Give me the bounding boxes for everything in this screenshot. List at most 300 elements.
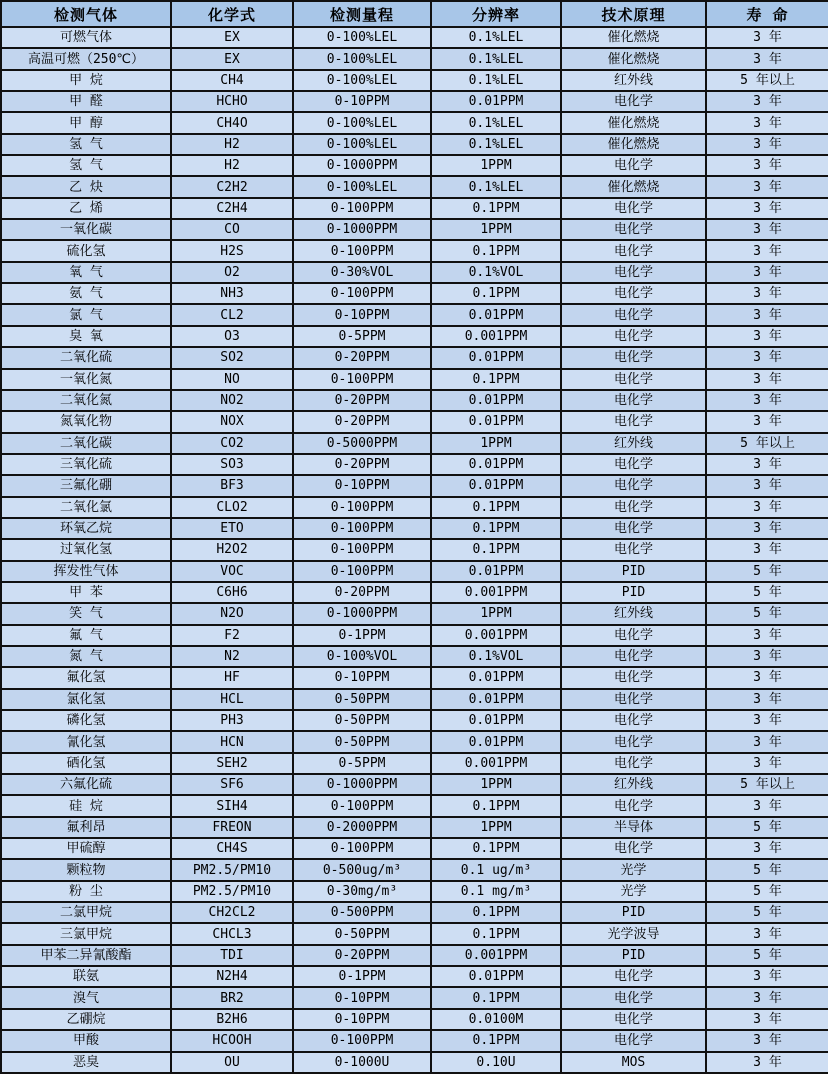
table-cell: 电化学 <box>561 390 706 411</box>
table-cell: 电化学 <box>561 304 706 325</box>
table-cell: NOX <box>171 411 293 432</box>
table-cell: 3 年 <box>706 198 828 219</box>
table-row <box>1 497 828 518</box>
table-cell: 3 年 <box>706 518 828 539</box>
table-cell: CH4 <box>171 70 293 91</box>
table-cell: 3 年 <box>706 240 828 261</box>
table-cell: PH3 <box>171 710 293 731</box>
table-cell: 0-20PPM <box>293 347 431 368</box>
table-cell: 0-100PPM <box>293 795 431 816</box>
table-cell: 甲酸 <box>1 1030 171 1051</box>
table-cell: 0.01PPM <box>431 731 561 752</box>
table-cell: 挥发性气体 <box>1 561 171 582</box>
table-cell: CLO2 <box>171 497 293 518</box>
table-row <box>1 390 828 411</box>
table-cell: 甲硫醇 <box>1 838 171 859</box>
table-row <box>1 347 828 368</box>
table-cell: 3 年 <box>706 155 828 176</box>
table-cell: 3 年 <box>706 838 828 859</box>
table-cell: PM2.5/PM10 <box>171 881 293 902</box>
table-cell: 0.01PPM <box>431 304 561 325</box>
table-cell: 二氧化氯 <box>1 497 171 518</box>
column-header-principle: 技术原理 <box>561 1 706 27</box>
table-cell: 3 年 <box>706 1030 828 1051</box>
table-cell: 光学 <box>561 859 706 880</box>
table-cell: FREON <box>171 817 293 838</box>
table-cell: CO2 <box>171 433 293 454</box>
table-cell: 1PPM <box>431 774 561 795</box>
table-row <box>1 454 828 475</box>
table-row <box>1 433 828 454</box>
table-cell: 0.01PPM <box>431 966 561 987</box>
table-cell: PID <box>561 582 706 603</box>
table-cell: CL2 <box>171 304 293 325</box>
table-cell: 0-30%VOL <box>293 262 431 283</box>
table-cell: 3 年 <box>706 176 828 197</box>
table-cell: 1PPM <box>431 433 561 454</box>
table-row <box>1 539 828 560</box>
table-row <box>1 774 828 795</box>
table-cell: 0.0100M <box>431 1009 561 1030</box>
table-cell: H2 <box>171 134 293 155</box>
table-cell: SIH4 <box>171 795 293 816</box>
table-cell: 3 年 <box>706 411 828 432</box>
table-cell: 半导体 <box>561 817 706 838</box>
table-cell: 红外线 <box>561 70 706 91</box>
table-cell: 1PPM <box>431 155 561 176</box>
table-cell: 三氯甲烷 <box>1 923 171 944</box>
table-cell: 3 年 <box>706 710 828 731</box>
table-cell: 氰化氢 <box>1 731 171 752</box>
table-cell: 0-10PPM <box>293 667 431 688</box>
table-cell: B2H6 <box>171 1009 293 1030</box>
table-cell: 0-5000PPM <box>293 433 431 454</box>
table-cell: 0-20PPM <box>293 390 431 411</box>
table-cell: 乙硼烷 <box>1 1009 171 1030</box>
table-cell: HCL <box>171 689 293 710</box>
table-cell: 3 年 <box>706 91 828 112</box>
table-cell: CH4S <box>171 838 293 859</box>
table-cell: 1PPM <box>431 817 561 838</box>
table-cell: 0.001PPM <box>431 625 561 646</box>
table-cell: PID <box>561 902 706 923</box>
table-cell: 3 年 <box>706 134 828 155</box>
table-cell: N2 <box>171 646 293 667</box>
table-cell: 甲 醇 <box>1 112 171 133</box>
table-cell: 甲 醛 <box>1 91 171 112</box>
table-cell: 甲 苯 <box>1 582 171 603</box>
table-cell: 0-1000U <box>293 1052 431 1074</box>
table-row <box>1 838 828 859</box>
table-cell: 5 年 <box>706 902 828 923</box>
table-cell: 5 年 <box>706 881 828 902</box>
table-cell: 0.1%LEL <box>431 48 561 69</box>
table-cell: HCHO <box>171 91 293 112</box>
table-cell: 0-1000PPM <box>293 774 431 795</box>
table-cell: 0.01PPM <box>431 689 561 710</box>
table-row <box>1 70 828 91</box>
table-cell: C6H6 <box>171 582 293 603</box>
table-cell: 0.1%VOL <box>431 262 561 283</box>
table-row <box>1 304 828 325</box>
table-cell: 氯 气 <box>1 304 171 325</box>
table-row <box>1 219 828 240</box>
table-cell: 3 年 <box>706 923 828 944</box>
table-cell: 0-10PPM <box>293 987 431 1008</box>
table-row <box>1 369 828 390</box>
table-cell: 电化学 <box>561 411 706 432</box>
table-cell: 5 年以上 <box>706 774 828 795</box>
table-cell: SEH2 <box>171 753 293 774</box>
table-cell: 红外线 <box>561 603 706 624</box>
table-cell: 电化学 <box>561 369 706 390</box>
table-cell: 0-2000PPM <box>293 817 431 838</box>
table-row <box>1 134 828 155</box>
table-row <box>1 1052 828 1074</box>
table-cell: 0-1000PPM <box>293 155 431 176</box>
table-cell: 0.1 mg/m³ <box>431 881 561 902</box>
table-cell: 3 年 <box>706 347 828 368</box>
table-cell: SO2 <box>171 347 293 368</box>
table-cell: 0.1PPM <box>431 902 561 923</box>
table-cell: 5 年 <box>706 561 828 582</box>
table-cell: 0-1PPM <box>293 966 431 987</box>
table-row <box>1 817 828 838</box>
table-cell: 光学 <box>561 881 706 902</box>
table-cell: 5 年 <box>706 945 828 966</box>
table-cell: 3 年 <box>706 219 828 240</box>
table-cell: 3 年 <box>706 1052 828 1074</box>
table-cell: 红外线 <box>561 774 706 795</box>
table-cell: 颗粒物 <box>1 859 171 880</box>
table-cell: 电化学 <box>561 539 706 560</box>
table-cell: 1PPM <box>431 603 561 624</box>
table-cell: 0.01PPM <box>431 561 561 582</box>
table-cell: 硫化氢 <box>1 240 171 261</box>
table-cell: 电化学 <box>561 326 706 347</box>
table-cell: 电化学 <box>561 454 706 475</box>
table-cell: 0.01PPM <box>431 475 561 496</box>
table-cell: 电化学 <box>561 155 706 176</box>
table-cell: 红外线 <box>561 433 706 454</box>
table-cell: 六氟化硫 <box>1 774 171 795</box>
table-cell: 催化燃烧 <box>561 27 706 48</box>
table-cell: 0-100PPM <box>293 283 431 304</box>
table-row <box>1 710 828 731</box>
table-row <box>1 48 828 69</box>
table-cell: 二氧化碳 <box>1 433 171 454</box>
table-cell: 电化学 <box>561 710 706 731</box>
table-cell: F2 <box>171 625 293 646</box>
table-cell: 0.1%LEL <box>431 70 561 91</box>
header-row <box>1 1 828 27</box>
table-row <box>1 881 828 902</box>
table-cell: 二氧化硫 <box>1 347 171 368</box>
table-cell: CO <box>171 219 293 240</box>
table-cell: 3 年 <box>706 646 828 667</box>
table-cell: 0.01PPM <box>431 454 561 475</box>
table-cell: 0.10U <box>431 1052 561 1074</box>
table-cell: 3 年 <box>706 667 828 688</box>
table-cell: 3 年 <box>706 966 828 987</box>
table-cell: 0-1000PPM <box>293 219 431 240</box>
table-row <box>1 155 828 176</box>
table-cell: SO3 <box>171 454 293 475</box>
table-cell: 0-100PPM <box>293 198 431 219</box>
table-cell: 0.1%LEL <box>431 27 561 48</box>
table-cell: 0.01PPM <box>431 390 561 411</box>
table-cell: 电化学 <box>561 646 706 667</box>
table-cell: VOC <box>171 561 293 582</box>
table-row <box>1 646 828 667</box>
table-cell: H2S <box>171 240 293 261</box>
table-cell: 1PPM <box>431 219 561 240</box>
table-cell: 笑 气 <box>1 603 171 624</box>
table-cell: HCOOH <box>171 1030 293 1051</box>
table-cell: 3 年 <box>706 795 828 816</box>
table-row <box>1 262 828 283</box>
table-cell: 电化学 <box>561 966 706 987</box>
table-cell: 3 年 <box>706 262 828 283</box>
column-header-resolution: 分辨率 <box>431 1 561 27</box>
table-cell: 电化学 <box>561 753 706 774</box>
table-cell: OU <box>171 1052 293 1074</box>
table-cell: 0.001PPM <box>431 582 561 603</box>
table-header <box>1 1 828 27</box>
table-cell: 0.1PPM <box>431 369 561 390</box>
table-cell: 0.001PPM <box>431 753 561 774</box>
table-row <box>1 731 828 752</box>
table-cell: 5 年以上 <box>706 70 828 91</box>
table-cell: MOS <box>561 1052 706 1074</box>
table-cell: 电化学 <box>561 667 706 688</box>
table-row <box>1 923 828 944</box>
table-cell: 环氧乙烷 <box>1 518 171 539</box>
table-row <box>1 987 828 1008</box>
table-cell: 3 年 <box>706 475 828 496</box>
table-cell: 0-10PPM <box>293 304 431 325</box>
table-cell: 0.01PPM <box>431 710 561 731</box>
table-cell: 粉 尘 <box>1 881 171 902</box>
table-cell: 0-100PPM <box>293 369 431 390</box>
table-cell: 0-100PPM <box>293 838 431 859</box>
table-cell: NO <box>171 369 293 390</box>
table-cell: N2H4 <box>171 966 293 987</box>
table-cell: 0.01PPM <box>431 411 561 432</box>
table-cell: 0-50PPM <box>293 710 431 731</box>
table-cell: CH2CL2 <box>171 902 293 923</box>
table-cell: 光学波导 <box>561 923 706 944</box>
table-cell: HCN <box>171 731 293 752</box>
table-row <box>1 240 828 261</box>
table-cell: 0-10PPM <box>293 475 431 496</box>
table-row <box>1 1009 828 1030</box>
table-cell: 5 年 <box>706 603 828 624</box>
table-cell: CH4O <box>171 112 293 133</box>
table-cell: 0.1%LEL <box>431 134 561 155</box>
table-cell: SF6 <box>171 774 293 795</box>
table-cell: 电化学 <box>561 497 706 518</box>
table-cell: 3 年 <box>706 987 828 1008</box>
table-row <box>1 667 828 688</box>
table-cell: BR2 <box>171 987 293 1008</box>
table-cell: 过氧化氢 <box>1 539 171 560</box>
table-cell: 氮 气 <box>1 646 171 667</box>
table-cell: 0-100%VOL <box>293 646 431 667</box>
table-cell: 0.1%LEL <box>431 112 561 133</box>
table-row <box>1 27 828 48</box>
table-cell: 0-100%LEL <box>293 70 431 91</box>
table-cell: O3 <box>171 326 293 347</box>
table-row <box>1 326 828 347</box>
table-cell: 可燃气体 <box>1 27 171 48</box>
table-cell: 电化学 <box>561 219 706 240</box>
table-row <box>1 859 828 880</box>
table-cell: NO2 <box>171 390 293 411</box>
column-header-formula: 化学式 <box>171 1 293 27</box>
table-cell: 甲苯二异氰酸酯 <box>1 945 171 966</box>
table-cell: 0.1PPM <box>431 539 561 560</box>
table-cell: 0.1%LEL <box>431 176 561 197</box>
table-cell: 0.1PPM <box>431 283 561 304</box>
table-cell: 0-100%LEL <box>293 48 431 69</box>
table-cell: 溴气 <box>1 987 171 1008</box>
table-cell: 联氨 <box>1 966 171 987</box>
table-cell: O2 <box>171 262 293 283</box>
table-cell: 0.1PPM <box>431 987 561 1008</box>
table-cell: 0-1000PPM <box>293 603 431 624</box>
table-row <box>1 689 828 710</box>
table-row <box>1 283 828 304</box>
table-cell: 乙 烯 <box>1 198 171 219</box>
table-cell: 硒化氢 <box>1 753 171 774</box>
table-cell: 二氧化氮 <box>1 390 171 411</box>
table-cell: 0-5PPM <box>293 753 431 774</box>
table-body <box>1 27 828 1073</box>
table-cell: 0-100PPM <box>293 1030 431 1051</box>
table-cell: PID <box>561 945 706 966</box>
table-cell: 二氯甲烷 <box>1 902 171 923</box>
table-cell: C2H2 <box>171 176 293 197</box>
column-header-gas: 检测气体 <box>1 1 171 27</box>
table-cell: 电化学 <box>561 689 706 710</box>
table-cell: 0-20PPM <box>293 454 431 475</box>
table-row <box>1 561 828 582</box>
table-cell: 3 年 <box>706 369 828 390</box>
table-cell: ETO <box>171 518 293 539</box>
table-cell: 0-10PPM <box>293 1009 431 1030</box>
table-cell: BF3 <box>171 475 293 496</box>
table-cell: 0-100PPM <box>293 518 431 539</box>
table-cell: 0.1PPM <box>431 497 561 518</box>
table-cell: 3 年 <box>706 625 828 646</box>
table-cell: 0.001PPM <box>431 945 561 966</box>
table-cell: 0-100PPM <box>293 497 431 518</box>
table-cell: 3 年 <box>706 539 828 560</box>
table-cell: 3 年 <box>706 731 828 752</box>
table-cell: PID <box>561 561 706 582</box>
table-cell: 3 年 <box>706 753 828 774</box>
table-row <box>1 945 828 966</box>
table-cell: 0-10PPM <box>293 91 431 112</box>
table-cell: TDI <box>171 945 293 966</box>
table-cell: 3 年 <box>706 497 828 518</box>
table-cell: 0-50PPM <box>293 923 431 944</box>
table-cell: 3 年 <box>706 326 828 347</box>
table-cell: 三氟化硼 <box>1 475 171 496</box>
table-cell: 5 年 <box>706 859 828 880</box>
table-cell: 催化燃烧 <box>561 176 706 197</box>
table-cell: 催化燃烧 <box>561 134 706 155</box>
table-cell: 电化学 <box>561 838 706 859</box>
table-cell: NH3 <box>171 283 293 304</box>
table-cell: 0-500ug/m³ <box>293 859 431 880</box>
table-row <box>1 198 828 219</box>
table-cell: 电化学 <box>561 518 706 539</box>
table-cell: 电化学 <box>561 198 706 219</box>
table-cell: 电化学 <box>561 625 706 646</box>
table-cell: 0.1PPM <box>431 1030 561 1051</box>
table-cell: 0-100%LEL <box>293 27 431 48</box>
table-row <box>1 753 828 774</box>
table-cell: 0-20PPM <box>293 582 431 603</box>
table-cell: 0-100PPM <box>293 539 431 560</box>
table-row <box>1 1030 828 1051</box>
table-cell: 0-5PPM <box>293 326 431 347</box>
table-cell: 电化学 <box>561 283 706 304</box>
table-row <box>1 411 828 432</box>
table-cell: 0.1PPM <box>431 795 561 816</box>
table-cell: 电化学 <box>561 731 706 752</box>
table-cell: 氨 气 <box>1 283 171 304</box>
table-row <box>1 91 828 112</box>
table-cell: 0.1PPM <box>431 198 561 219</box>
table-cell: 氮氧化物 <box>1 411 171 432</box>
table-cell: 臭 氧 <box>1 326 171 347</box>
table-cell: 甲 烷 <box>1 70 171 91</box>
table-cell: N2O <box>171 603 293 624</box>
table-cell: 三氧化硫 <box>1 454 171 475</box>
table-cell: 0.01PPM <box>431 91 561 112</box>
table-cell: 0.1PPM <box>431 838 561 859</box>
table-cell: 0-100PPM <box>293 240 431 261</box>
table-cell: 0.01PPM <box>431 347 561 368</box>
table-cell: 0.1PPM <box>431 923 561 944</box>
table-row <box>1 112 828 133</box>
table-cell: 3 年 <box>706 1009 828 1030</box>
table-cell: 高温可燃（250℃） <box>1 48 171 69</box>
table-cell: H2 <box>171 155 293 176</box>
table-cell: 0.1 ug/m³ <box>431 859 561 880</box>
table-cell: 氢 气 <box>1 155 171 176</box>
table-cell: 3 年 <box>706 390 828 411</box>
table-cell: 0-100%LEL <box>293 134 431 155</box>
table-row <box>1 902 828 923</box>
table-cell: 电化学 <box>561 795 706 816</box>
table-cell: 5 年 <box>706 817 828 838</box>
table-cell: 3 年 <box>706 689 828 710</box>
table-cell: 电化学 <box>561 1030 706 1051</box>
table-cell: 0.01PPM <box>431 667 561 688</box>
table-cell: H2O2 <box>171 539 293 560</box>
column-header-lifespan: 寿 命 <box>706 1 828 27</box>
table-row <box>1 518 828 539</box>
table-cell: 磷化氢 <box>1 710 171 731</box>
table-cell: 氟利昂 <box>1 817 171 838</box>
table-cell: 氟 气 <box>1 625 171 646</box>
table-cell: 3 年 <box>706 112 828 133</box>
table-cell: 0-20PPM <box>293 411 431 432</box>
